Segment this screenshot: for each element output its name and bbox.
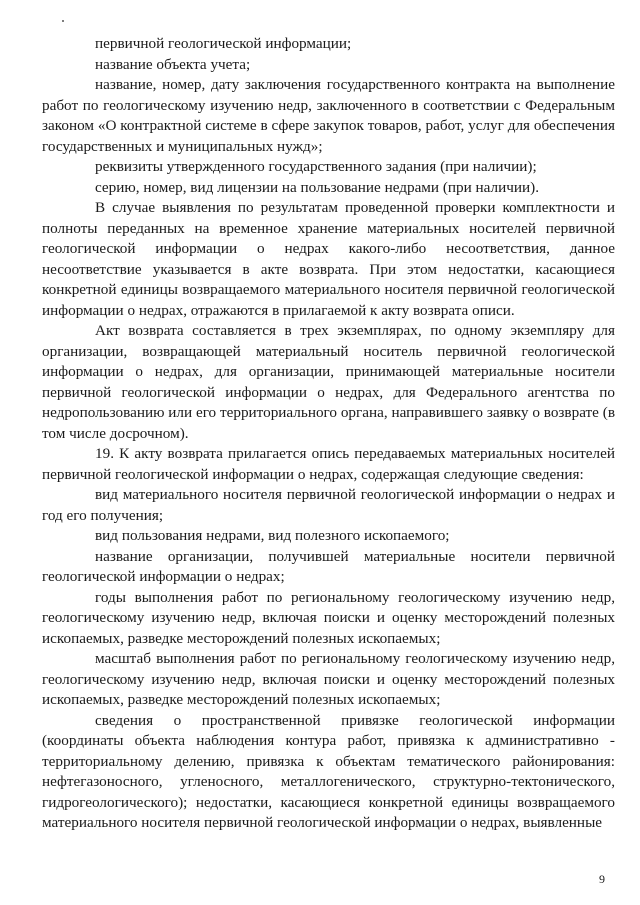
paragraph-4: реквизиты утвержденного государственного задания (при наличии); bbox=[95, 158, 537, 175]
paragraph-3: название, номер, дату заключения государственного контракта на выполнение работ по геологическому изучению недр, заключенного в соответствии с Федеральным законом «О контрактной системе в сфере закупок товаров, работ, услуг для обеспечения государственных и муниципальных нужд»; bbox=[42, 76, 615, 155]
scan-artifact bbox=[62, 20, 64, 22]
page-number: 9 bbox=[599, 872, 605, 886]
paragraph-2: название объекта учета; bbox=[95, 55, 251, 73]
paragraph-13: масштаб выполнения работ по региональному геологическому изучению недр, геологическому изучению недр, включая поиски и оценку месторождений полезных ископаемых, разведке месторождений полезных ископаемых; bbox=[42, 650, 615, 708]
paragraph-5: серию, номер, вид лицензии на пользование недрами (при наличии). bbox=[95, 178, 540, 196]
paragraph-9: вид материального носителя первичной геологической информации о недрах и год его получения; bbox=[42, 486, 615, 524]
paragraph-1: первичной геологической информации; bbox=[95, 35, 352, 52]
paragraph-7: Акт возврата составляется в трех экземплярах, по одному экземпляру для организации, возвращающей материальный носитель первичной геологической информации о недрах, для организации, принимающей материальные носители первичной геологической информации о недрах, для Федерального агентства по недропользованию или его территориального органа, направившего заявку о возврате (в том числе досрочном). bbox=[42, 322, 615, 442]
paragraph-14: сведения о пространственной привязке геологической информации (координаты объекта наблюдения контура работ, привязка к административно - территориальному делению, привязка к объектам тематического районирования: нефтегазоносного, угленосного, металлогенического, структурно-тектонического, гидрогеологического); недостатки, касающиеся конкретной единицы возвращаемого материального носителя первичной геологической информации о недрах, выявленные bbox=[42, 711, 615, 831]
paragraph-10: вид пользования недрами, вид полезного ископаемого; bbox=[95, 527, 450, 544]
paragraph-6: В случае выявления по результатам проведенной проверки комплектности и полноты переданных на временное хранение материальных носителей первичной геологической информации о недрах какого-либо несоответствия, данное несоответствие указывается в акте возврата. При этом недостатки, касающиеся конкретной единицы возвращаемого материального носителя первичной геологической информации о недрах, отражаются в прилагаемой к акту возврата описи. bbox=[42, 199, 615, 319]
paragraph-12: годы выполнения работ по региональному геологическому изучению недр, геологическому изучению недр, включая поиски и оценку месторождений полезных ископаемых, разведке месторождений полезных ископаемых; bbox=[42, 588, 615, 647]
document-body bbox=[42, 34, 615, 834]
paragraph-11: название организации, получившей материальные носители первичной геологической информации о недрах; bbox=[42, 547, 615, 585]
paragraph-8: 19. К акту возврата прилагается опись передаваемых материальных носителей первичной геологической информации о недрах, содержащая следующие сведения: bbox=[42, 445, 615, 483]
